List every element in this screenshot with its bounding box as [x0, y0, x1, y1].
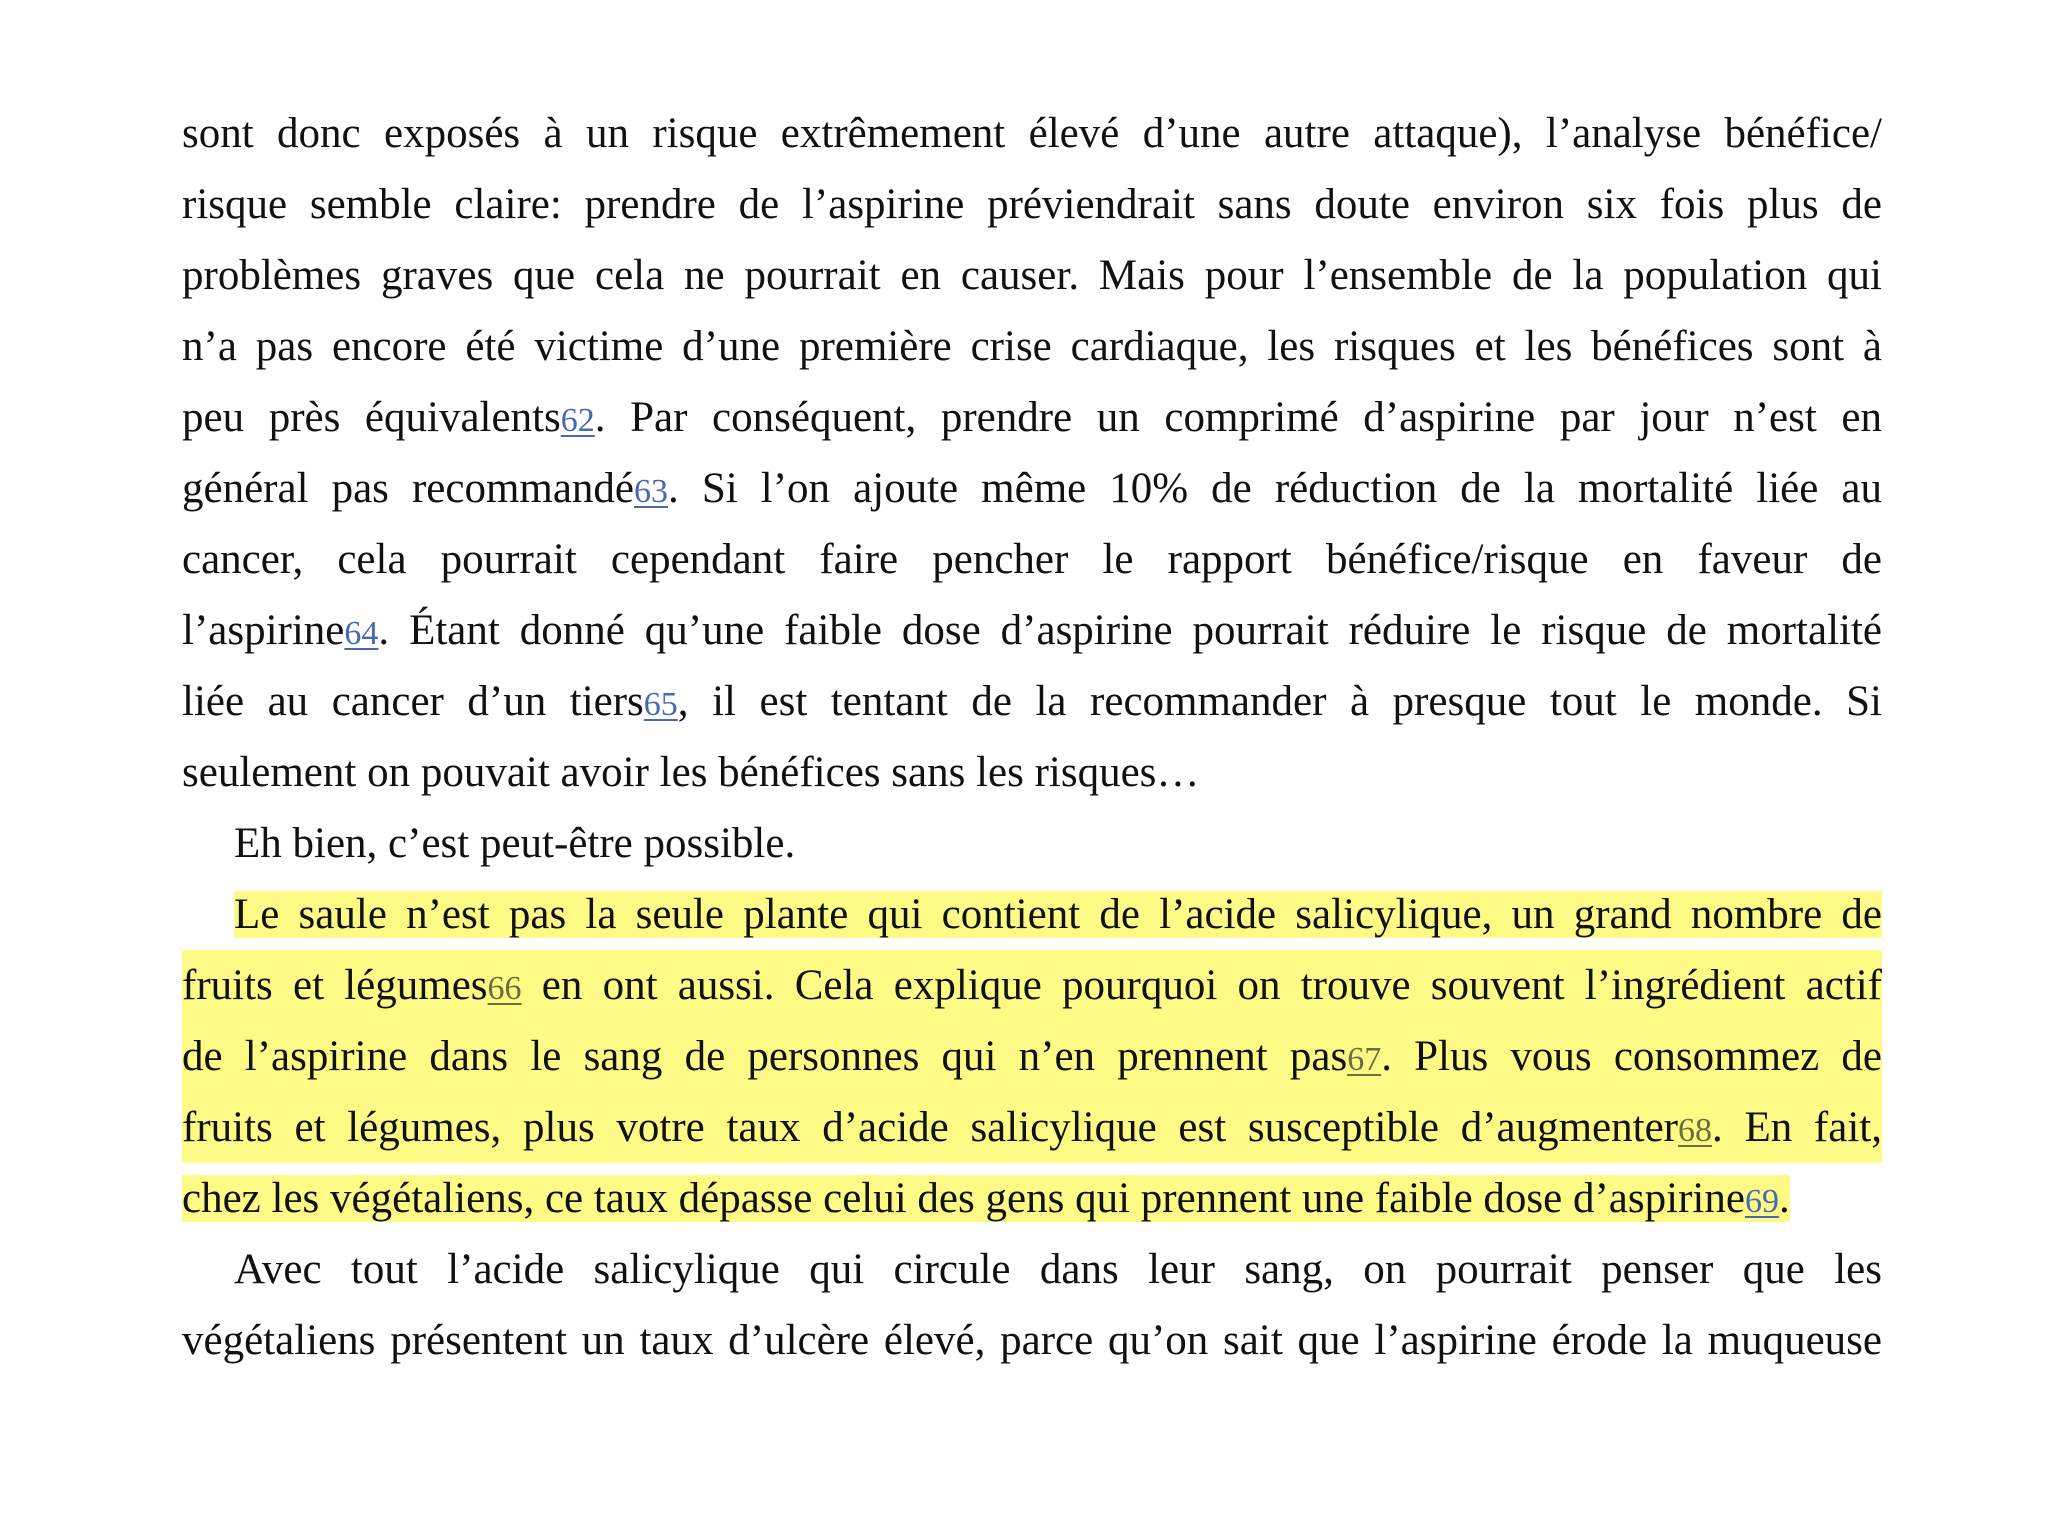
paragraph — [182, 1234, 1882, 1376]
book-page — [182, 98, 1882, 1376]
line-text — [182, 110, 1882, 157]
text-run: fruits et légumes, plus votre taux d’acide salicylique est susceptible d’augmenter — [182, 1104, 1678, 1151]
text-line — [182, 1305, 1882, 1376]
footnote-link-62[interactable]: 62 — [560, 402, 595, 439]
text-line — [182, 808, 1882, 879]
line-text — [234, 820, 795, 867]
text-line — [182, 879, 1882, 950]
text-line — [182, 1234, 1882, 1305]
line-text — [182, 181, 1882, 228]
highlight-span — [182, 962, 1882, 1009]
text-run: en ont aussi. Cela explique pourquoi on trouve souvent l’ingrédient actif — [521, 962, 1882, 1009]
text-run: de l’aspirine dans le sang de personnes qui n’en prennent pas — [182, 1033, 1348, 1080]
highlight-span — [182, 1175, 1790, 1222]
text-run: fruits et légumes — [182, 962, 488, 1009]
text-line — [182, 1021, 1882, 1092]
text-run: . Étant donné qu’une faible dose d’aspirine pourrait réduire le risque de mortalité — [378, 607, 1882, 654]
text-run: Le saule n’est pas la seule plante qui contient de l’acide salicylique, un grand nombre de — [234, 891, 1882, 938]
line-text — [182, 749, 1199, 796]
highlight-span — [182, 1033, 1882, 1080]
line-text — [182, 678, 1882, 725]
text-run: l’aspirine — [182, 607, 345, 654]
paragraph — [182, 808, 1882, 879]
text-run: problèmes graves que cela ne pourrait en causer. Mais pour l’ensemble de la population qui — [182, 252, 1882, 299]
text-run: risque semble claire: prendre de l’aspirine préviendrait sans doute environ six fois plus de — [182, 181, 1882, 228]
footnote-link-68[interactable]: 68 — [1677, 1112, 1712, 1149]
footnote-link-63[interactable]: 63 — [634, 473, 669, 510]
text-line — [182, 1163, 1882, 1234]
text-run: . Si l’on ajoute même 10% de réduction de la mortalité liée au — [668, 465, 1882, 512]
text-line — [182, 382, 1882, 453]
text-run: . Par conséquent, prendre un comprimé d’aspirine par jour n’est en — [594, 394, 1882, 441]
text-line — [182, 453, 1882, 524]
line-text — [182, 394, 1882, 441]
highlighted-paragraph — [182, 879, 1882, 1234]
highlight-span — [182, 1104, 1882, 1151]
text-run: Eh bien, c’est peut-être possible. — [234, 820, 796, 867]
line-text — [182, 607, 1882, 654]
text-line — [182, 524, 1882, 595]
footnote-link-69[interactable]: 69 — [1744, 1183, 1779, 1220]
text-line — [182, 737, 1882, 808]
line-text — [182, 323, 1882, 370]
paragraph — [182, 98, 1882, 808]
text-line — [182, 1092, 1882, 1163]
text-line — [182, 169, 1882, 240]
text-run: Avec tout l’acide salicylique qui circule dans leur sang, on pourrait penser que les — [234, 1246, 1882, 1293]
text-line — [182, 950, 1882, 1021]
line-text — [182, 252, 1882, 299]
text-line — [182, 311, 1882, 382]
text-run: peu près équivalents — [182, 394, 561, 441]
text-line — [182, 98, 1882, 169]
text-line — [182, 240, 1882, 311]
text-run: chez les végétaliens, ce taux dépasse celui des gens qui prennent une faible dose d’aspirine — [182, 1175, 1745, 1222]
text-run: liée au cancer d’un tiers — [182, 678, 644, 725]
text-run: . En fait, — [1711, 1104, 1882, 1151]
text-run: . — [1778, 1175, 1790, 1222]
highlight-span — [234, 891, 1882, 938]
line-text — [182, 536, 1882, 583]
text-run: seulement on pouvait avoir les bénéfices sans les risques… — [182, 749, 1200, 796]
text-run: général pas recommandé — [182, 465, 635, 512]
text-run: cancer, cela pourrait cependant faire pencher le rapport bénéfice/risque en faveur de — [182, 536, 1882, 583]
footnote-link-64[interactable]: 64 — [344, 615, 379, 652]
text-run: . Plus vous consommez de — [1381, 1033, 1882, 1080]
footnote-link-67[interactable]: 67 — [1347, 1041, 1382, 1078]
line-text — [182, 465, 1882, 512]
line-text — [182, 1317, 1882, 1364]
text-line — [182, 666, 1882, 737]
line-text — [234, 1246, 1882, 1293]
text-run: sont donc exposés à un risque extrêmement élevé d’une autre attaque), l’analyse bénéfice/ — [182, 110, 1882, 157]
text-run: n’a pas encore été victime d’une première crise cardiaque, les risques et les bénéfices sont à — [182, 323, 1882, 370]
footnote-link-65[interactable]: 65 — [643, 686, 678, 723]
text-line — [182, 595, 1882, 666]
text-run: végétaliens présentent un taux d’ulcère élevé, parce qu’on sait que l’aspirine érode la muqueuse — [182, 1317, 1882, 1364]
text-run: , il est tentant de la recommander à presque tout le monde. Si — [677, 678, 1882, 725]
footnote-link-66[interactable]: 66 — [487, 970, 522, 1007]
